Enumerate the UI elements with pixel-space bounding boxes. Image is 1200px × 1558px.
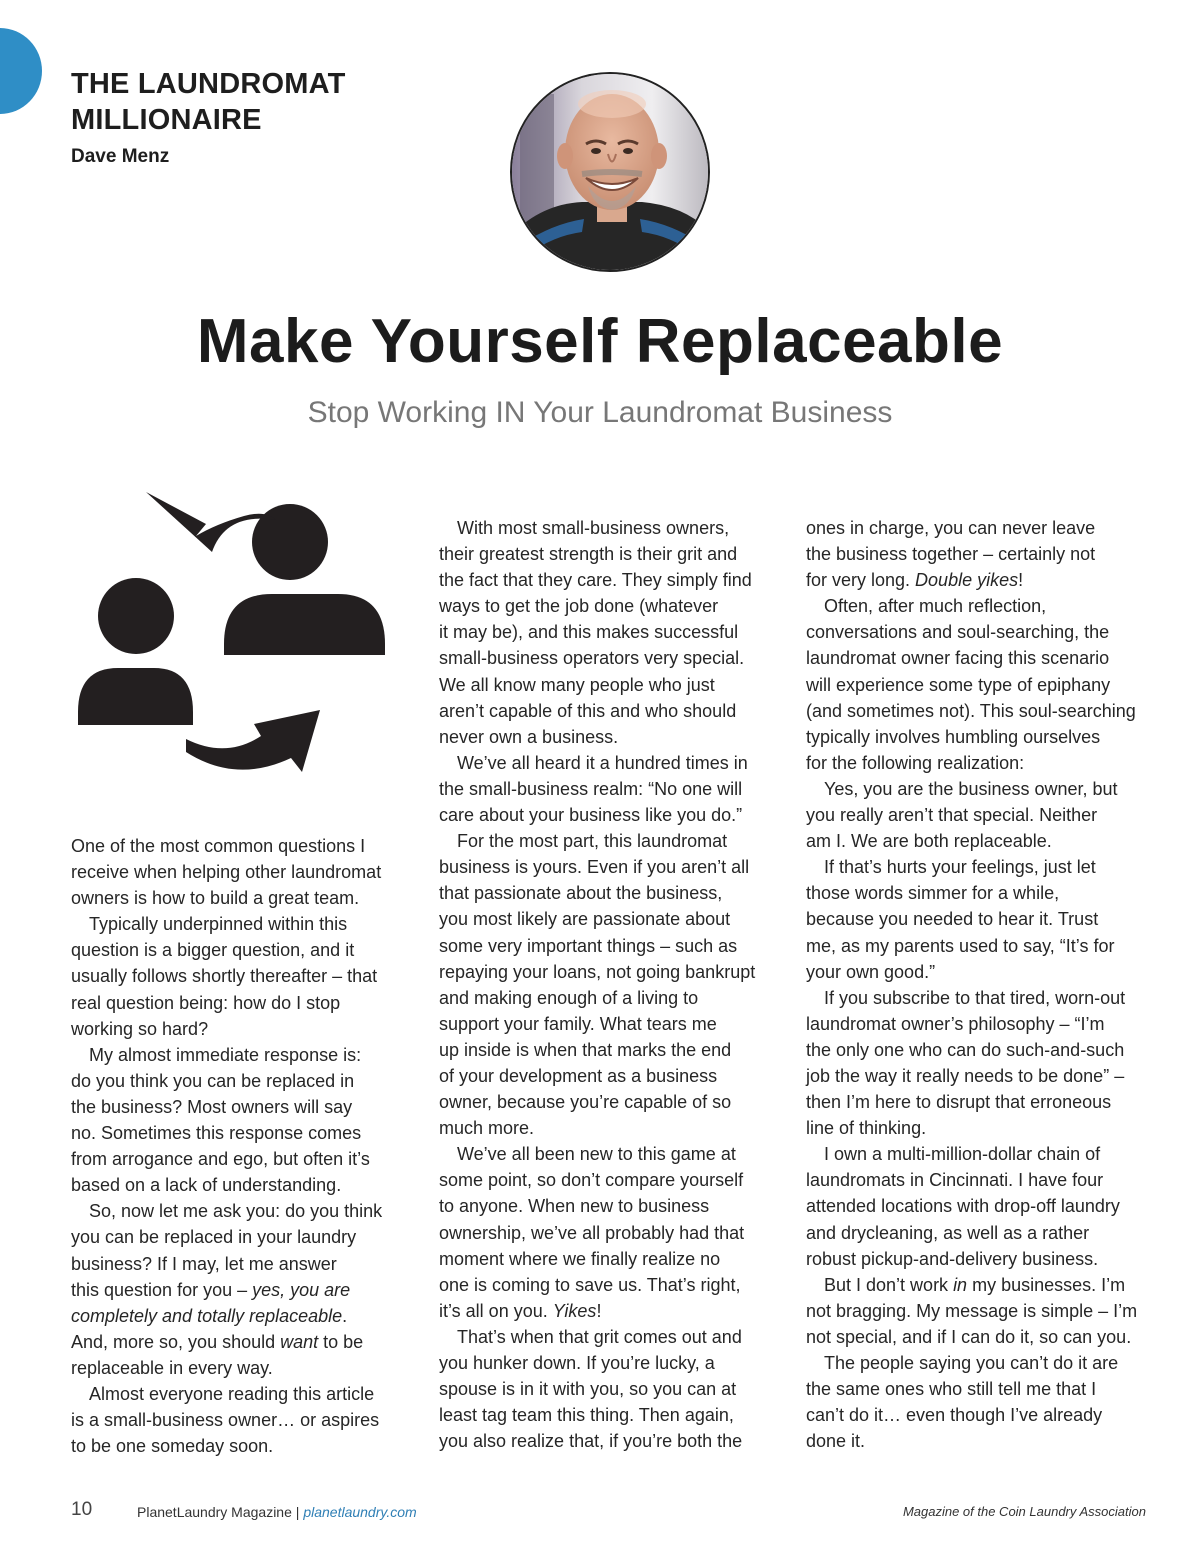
text-line: Almost everyone reading this article (89, 1383, 375, 1404)
text-line: spouse is in it with you, so you can at (439, 1379, 737, 1400)
text-line: attended locations with drop-off laundry (806, 1196, 1120, 1217)
text-line: (and sometimes not). This soul-searching (806, 700, 1136, 721)
text-line: My almost immediate response is: (89, 1044, 362, 1065)
paragraph (806, 985, 1137, 1011)
text-line: from arrogance and ego, but often it’s (71, 1149, 370, 1170)
portrait-illustration (512, 74, 710, 272)
emphasis-text: completely and totally replaceable (71, 1305, 343, 1326)
text-line: typically involves humbling ourselves (806, 726, 1101, 747)
text-line: robust pickup-and-delivery business. (806, 1248, 1099, 1269)
text-line: done it. (806, 1431, 866, 1452)
text-line: their greatest strength is their grit and (439, 544, 738, 565)
text-line: I own a multi-million-dollar chain of (824, 1144, 1101, 1165)
emphasis-text: Yikes (552, 1300, 597, 1321)
text-line: based on a lack of understanding. (71, 1175, 342, 1196)
page-number: 10 (71, 1499, 93, 1520)
text-line: We’ve all been new to this game at (457, 1144, 736, 1165)
text-line: my businesses. I’m (967, 1274, 1126, 1295)
paragraph (806, 1011, 1137, 1141)
column-title-line-1: THE LAUNDROMAT (71, 68, 346, 100)
paragraph (806, 1298, 1137, 1350)
paragraph (806, 1141, 1137, 1167)
article-column-2 (439, 515, 755, 1454)
text-line: to anyone. When new to business (439, 1196, 710, 1217)
text-line: owner, because you’re capable of so (439, 1092, 732, 1113)
footer-separator: | (295, 1504, 300, 1520)
text-line: One of the most common questions I (71, 836, 366, 856)
emphasis-text: want (280, 1331, 319, 1352)
paragraph (71, 911, 382, 937)
text-line: laundromat owner facing this scenario (806, 648, 1110, 669)
text-line: ones in charge, you can never leave (806, 518, 1096, 538)
text-line: Yes, you are the business owner, but (824, 778, 1118, 799)
text-line: With most small-business owners, (457, 518, 730, 538)
publication-name: PlanetLaundry Magazine (137, 1504, 292, 1520)
text-line: job the way it really needs to be done” – (806, 1065, 1125, 1086)
text-line: Typically underpinned within this (89, 914, 348, 935)
text-line: and drycleaning, as well as a rather (806, 1222, 1090, 1243)
text-line: If that’s hurts your feelings, just let (824, 857, 1096, 878)
paragraph (806, 1272, 1137, 1298)
article-subtitle: Stop Working IN Your Laundromat Business (307, 396, 893, 429)
paragraph (806, 1167, 1137, 1271)
paragraph (439, 828, 755, 854)
text-line: usually follows shortly thereafter – that (71, 966, 378, 987)
text-line: up inside is when that marks the end (439, 1039, 732, 1060)
emphasis-text: in (953, 1274, 968, 1295)
paragraph (806, 880, 1137, 984)
text-line: you can be replaced in your laundry (71, 1227, 357, 1248)
text-line: for the following realization: (806, 752, 1025, 773)
text-line: That’s when that grit comes out and (457, 1326, 742, 1347)
text-line: repaying your loans, not going bankrupt (439, 961, 756, 982)
text-line: laundromat owner’s philosophy – “I’m (806, 1013, 1105, 1034)
paragraph (439, 750, 755, 776)
text-line: We all know many people who just (439, 674, 715, 695)
text-line: one is coming to save us. That’s right, (439, 1274, 741, 1295)
paragraph (806, 593, 1137, 619)
text-line: replaceable in every way. (71, 1357, 273, 1378)
text-line: some point, so don’t compare yourself (439, 1170, 744, 1191)
text-line: laundromats in Cincinnati. I have four (806, 1170, 1104, 1191)
paragraph (71, 1068, 382, 1198)
text-line: least tag team this thing. Then again, (439, 1405, 734, 1426)
paragraph (71, 1224, 382, 1381)
corner-accent-tab (0, 28, 42, 114)
paragraph (439, 776, 755, 828)
text-line: not special, and if I can do it, so can you. (806, 1326, 1132, 1347)
paragraph (439, 854, 755, 1141)
paragraph (71, 1407, 382, 1459)
column-title-line-2: MILLIONAIRE (71, 104, 262, 136)
text-line: you hunker down. If you’re lucky, a (439, 1353, 715, 1373)
paragraph (806, 802, 1137, 854)
text-line: to be (318, 1331, 364, 1352)
text-line: the same ones who still tell me that I (806, 1379, 1097, 1400)
text-line: Often, after much reflection, (824, 596, 1047, 617)
paragraph (439, 515, 755, 541)
emphasis-text: Double yikes (915, 570, 1019, 591)
paragraph (439, 1141, 755, 1167)
text-line: your own good.” (806, 961, 936, 982)
text-line: because you needed to hear it. Trust (806, 909, 1099, 930)
text-line: never own a business. (439, 726, 619, 747)
text-line: those words simmer for a while, (806, 883, 1060, 904)
text-line: not bragging. My message is simple – I’m (806, 1300, 1138, 1321)
text-line: you also realize that, if you’re both the (439, 1431, 743, 1452)
text-line: For the most part, this laundromat (457, 831, 728, 852)
text-line: to be one someday soon. (71, 1436, 274, 1457)
text-line: business? If I may, let me answer (71, 1253, 337, 1274)
text-line: of your development as a business (439, 1065, 718, 1086)
text-line: ownership, we’ve all probably had that (439, 1222, 745, 1243)
text-line: the only one who can do such-and-such (806, 1039, 1125, 1060)
paragraph (439, 1324, 755, 1350)
text-line: can’t do it… even though I’ve already (806, 1405, 1103, 1426)
text-line: much more. (439, 1118, 535, 1139)
text-line: And, more so, you should (71, 1331, 281, 1352)
paragraph (806, 854, 1137, 880)
person-head-left (98, 578, 174, 654)
paragraph (806, 1350, 1137, 1376)
text-line: am I. We are both replaceable. (806, 831, 1052, 852)
text-line: that passionate about the business, (439, 883, 723, 904)
text-line: the business? Most owners will say (71, 1096, 353, 1117)
paragraph (71, 1042, 382, 1068)
paragraph (71, 1381, 382, 1407)
text-line: me, as my parents used to say, “It’s for (806, 935, 1115, 956)
article-title: Make Yourself Replaceable (196, 307, 1004, 376)
paragraph (71, 937, 382, 1041)
text-line: the small-business realm: “No one will (439, 778, 743, 799)
text-line: no. Sometimes this response comes (71, 1123, 362, 1144)
text-line: aren’t capable of this and who should (439, 700, 737, 721)
text-line: the fact that they care. They simply find (439, 570, 752, 591)
text-line: We’ve all heard it a hundred times in (457, 752, 748, 773)
text-line: But I don’t work (824, 1274, 954, 1295)
text-line: moment where we finally realize no (439, 1248, 721, 1269)
text-line: care about your business like you do.” (439, 805, 743, 826)
paragraph (806, 1376, 1137, 1454)
text-line: some very important things – such as (439, 935, 738, 956)
paragraph (439, 541, 755, 750)
text-line: for very long. (806, 570, 916, 591)
article-column-3 (806, 515, 1137, 1454)
text-line: ! (596, 1300, 602, 1321)
text-line: the business together – certainly not (806, 544, 1096, 565)
paragraph (806, 619, 1137, 776)
paragraph (439, 1167, 755, 1324)
text-line: small-business operators very special. (439, 648, 745, 669)
column-title (71, 66, 431, 138)
text-line: this question for you – (71, 1279, 253, 1300)
paragraph (806, 515, 1137, 593)
text-line: If you subscribe to that tired, worn-out (824, 987, 1126, 1008)
text-line: then I’m here to disrupt that erroneous (806, 1092, 1112, 1113)
text-line: So, now let me ask you: do you think (89, 1201, 383, 1222)
text-line: receive when helping other laundromat (71, 862, 382, 883)
person-body-left (78, 668, 193, 725)
text-line: owners is how to build a great team. (71, 888, 360, 909)
text-line: line of thinking. (806, 1118, 927, 1139)
text-line: business is yours. Even if you aren’t all (439, 857, 750, 878)
text-line: it may be), and this makes successful (439, 622, 739, 643)
text-line: you really aren’t that special. Neither (806, 805, 1098, 826)
emphasis-text: yes, you are (252, 1279, 351, 1300)
text-line: do you think you can be replaced in (71, 1070, 355, 1091)
text-line: is a small-business owner… or aspires (71, 1410, 380, 1431)
person-body-right (224, 594, 385, 655)
arrow-bottom-icon (186, 710, 320, 772)
paragraph (71, 1198, 382, 1224)
people-exchange-icon (76, 484, 394, 784)
text-line: will experience some type of epiphany (806, 674, 1111, 695)
publication-credit (137, 1504, 417, 1520)
text-line: The people saying you can’t do it are (824, 1353, 1119, 1373)
association-tagline: Magazine of the Coin Laundry Association (902, 1504, 1146, 1519)
text-line: ways to get the job done (whatever (439, 596, 719, 617)
text-line: . (342, 1305, 348, 1326)
text-line: and making enough of a living to (439, 987, 699, 1008)
text-line: working so hard? (71, 1018, 209, 1039)
paragraph (806, 776, 1137, 802)
author-portrait (510, 72, 710, 272)
text-line: you most likely are passionate about (439, 909, 731, 930)
text-line: it’s all on you. (439, 1300, 553, 1321)
article-column-1 (71, 833, 382, 1459)
author-name: Dave Menz (71, 146, 170, 167)
publication-url-link[interactable]: planetlaundry.com (303, 1504, 417, 1520)
paragraph (439, 1350, 755, 1454)
text-line: support your family. What tears me (439, 1013, 717, 1034)
text-line: real question being: how do I stop (71, 992, 341, 1013)
text-line: ! (1018, 570, 1024, 591)
text-line: conversations and soul-searching, the (806, 622, 1110, 643)
text-line: question is a bigger question, and it (71, 940, 355, 961)
